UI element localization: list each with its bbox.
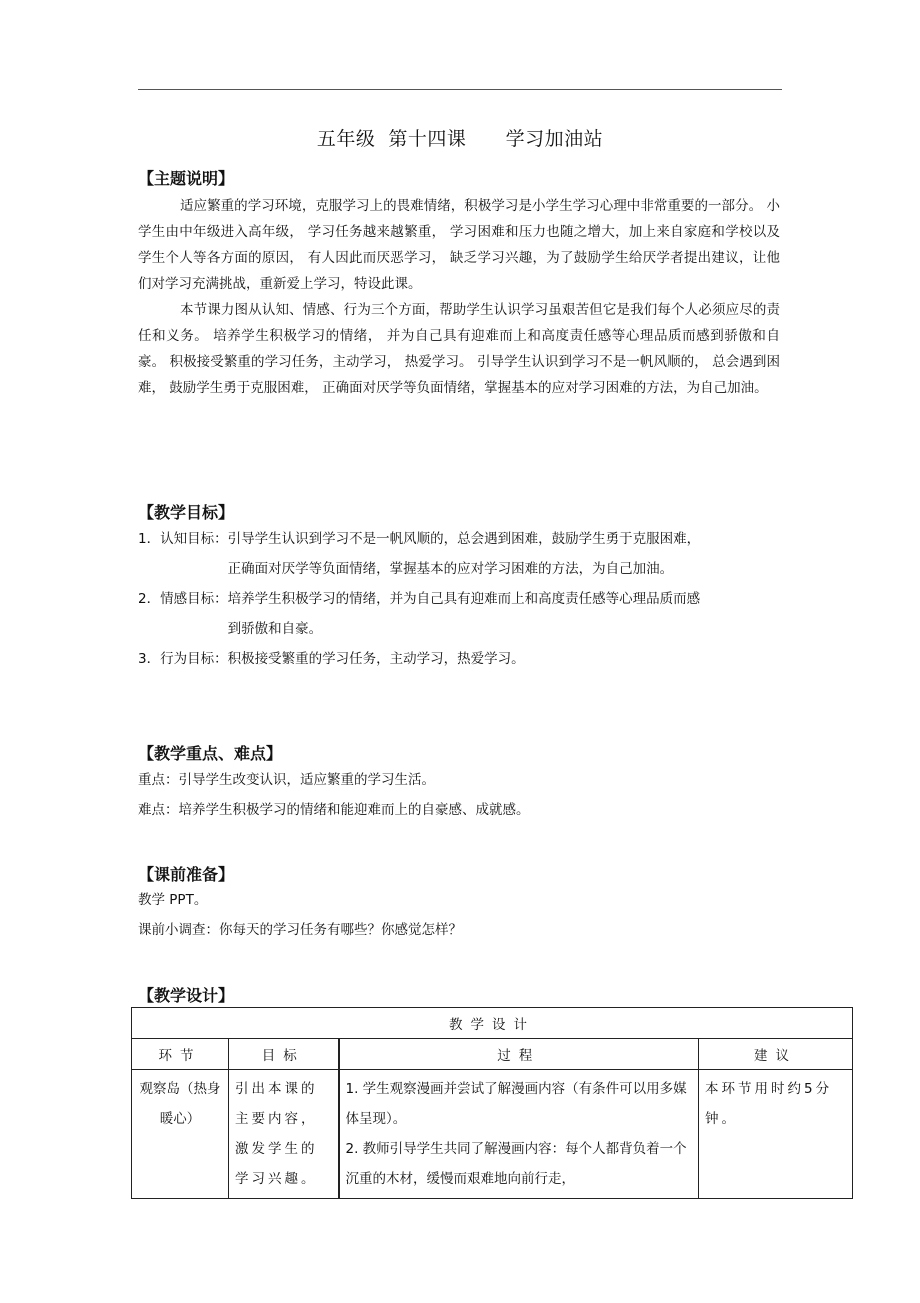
goal-label: 1．认知目标： bbox=[138, 531, 228, 547]
stage-cell: 观察岛（热身暖心） bbox=[132, 1070, 229, 1199]
goal-text: 培养学生积极学习的情绪，并为自己具有迎难而上和高度责任感等心理品质而感到骄傲和自豪。 bbox=[227, 591, 701, 637]
goal-cell: 引出本课的主要内容，激发学生的学习兴趣。 bbox=[229, 1070, 339, 1199]
goal-item bbox=[138, 644, 728, 674]
header-process: 过程 bbox=[339, 1039, 699, 1070]
suggestion-cell: 本环节用时约5分钟。 bbox=[699, 1070, 853, 1199]
goal-label: 3．行为目标： bbox=[138, 651, 228, 667]
design-heading: 【教学设计】 bbox=[138, 986, 235, 1005]
header-rule bbox=[138, 89, 782, 90]
theme-paragraph-2: 本节课力图从认知、情感、行为三个方面，帮助学生认识学习虽艰苦但它是我们每个人必须应尽的责任和义务。 培养学生积极学习的情绪， 并为自己具有迎难而上和高度责任感等心理品质而感到骄傲和自豪。 积极接受繁重的学习任务，主动学习， 热爱学习。 引导学生认识到学习不是一帆风顺的， 总会遇到困难， 鼓励学生勇于克服困难， 正确面对厌学等负面情绪，掌握基本的应对学习困难的方法，为自己加油。 bbox=[138, 302, 780, 396]
preparation-heading: 【课前准备】 bbox=[138, 865, 235, 884]
preparation-survey: 课前小调查：你每天的学习任务有哪些？你感觉怎样？ bbox=[138, 922, 462, 938]
design-table bbox=[131, 1007, 853, 1199]
difficult-point: 难点：培养学生积极学习的情绪和能迎难而上的自豪感、成就感。 bbox=[138, 802, 530, 818]
preparation-ppt: 教学 PPT。 bbox=[138, 892, 208, 908]
header-stage: 环节 bbox=[132, 1039, 229, 1070]
process-step: 1. 学生观察漫画并尝试了解漫画内容（有条件可以用多媒体呈现）。 bbox=[345, 1081, 687, 1127]
goal-item bbox=[138, 584, 728, 644]
keypoints-heading: 【教学重点、难点】 bbox=[138, 744, 283, 763]
key-point: 重点：引导学生改变认识，适应繁重的学习生活。 bbox=[138, 772, 435, 788]
lesson-title: 五年级 第十四课 学习加油站 bbox=[316, 128, 604, 150]
goals-heading: 【教学目标】 bbox=[138, 503, 235, 522]
goal-label: 2．情感目标： bbox=[138, 591, 228, 607]
table-caption: 教学设计 bbox=[132, 1008, 853, 1039]
theme-text bbox=[138, 193, 780, 401]
theme-heading: 【主题说明】 bbox=[138, 169, 235, 188]
theme-paragraph-1: 适应繁重的学习环境，克服学习上的畏难情绪，积极学习是小学生学习心理中非常重要的一部分。 小学生由中年级进入高年级， 学习任务越来越繁重， 学习困难和压力也随之增大，加上来自家庭和学校以及学生个人等各方面的原因， 有人因此而厌恶学习， 缺乏学习兴趣，为了鼓励学生给厌学者提出建议，让他们对学习充满挑战，重新爱上学习，特设此课。 bbox=[138, 198, 780, 292]
goal-item bbox=[138, 524, 728, 584]
goal-text: 积极接受繁重的学习任务，主动学习，热爱学习。 bbox=[227, 651, 525, 667]
goals-list bbox=[138, 524, 728, 674]
process-step: 2. 教师引导学生共同了解漫画内容：每个人都背负着一个沉重的木材，缓慢而艰难地向前行走， bbox=[345, 1141, 687, 1187]
table-row bbox=[132, 1070, 853, 1199]
header-suggestion: 建议 bbox=[699, 1039, 853, 1070]
header-goal: 目标 bbox=[229, 1039, 339, 1070]
goal-text: 引导学生认识到学习不是一帆风顺的，总会遇到困难，鼓励学生勇于克服困难，正确面对厌学等负面情绪，掌握基本的应对学习困难的方法，为自己加油。 bbox=[227, 531, 701, 577]
process-cell bbox=[339, 1070, 699, 1199]
